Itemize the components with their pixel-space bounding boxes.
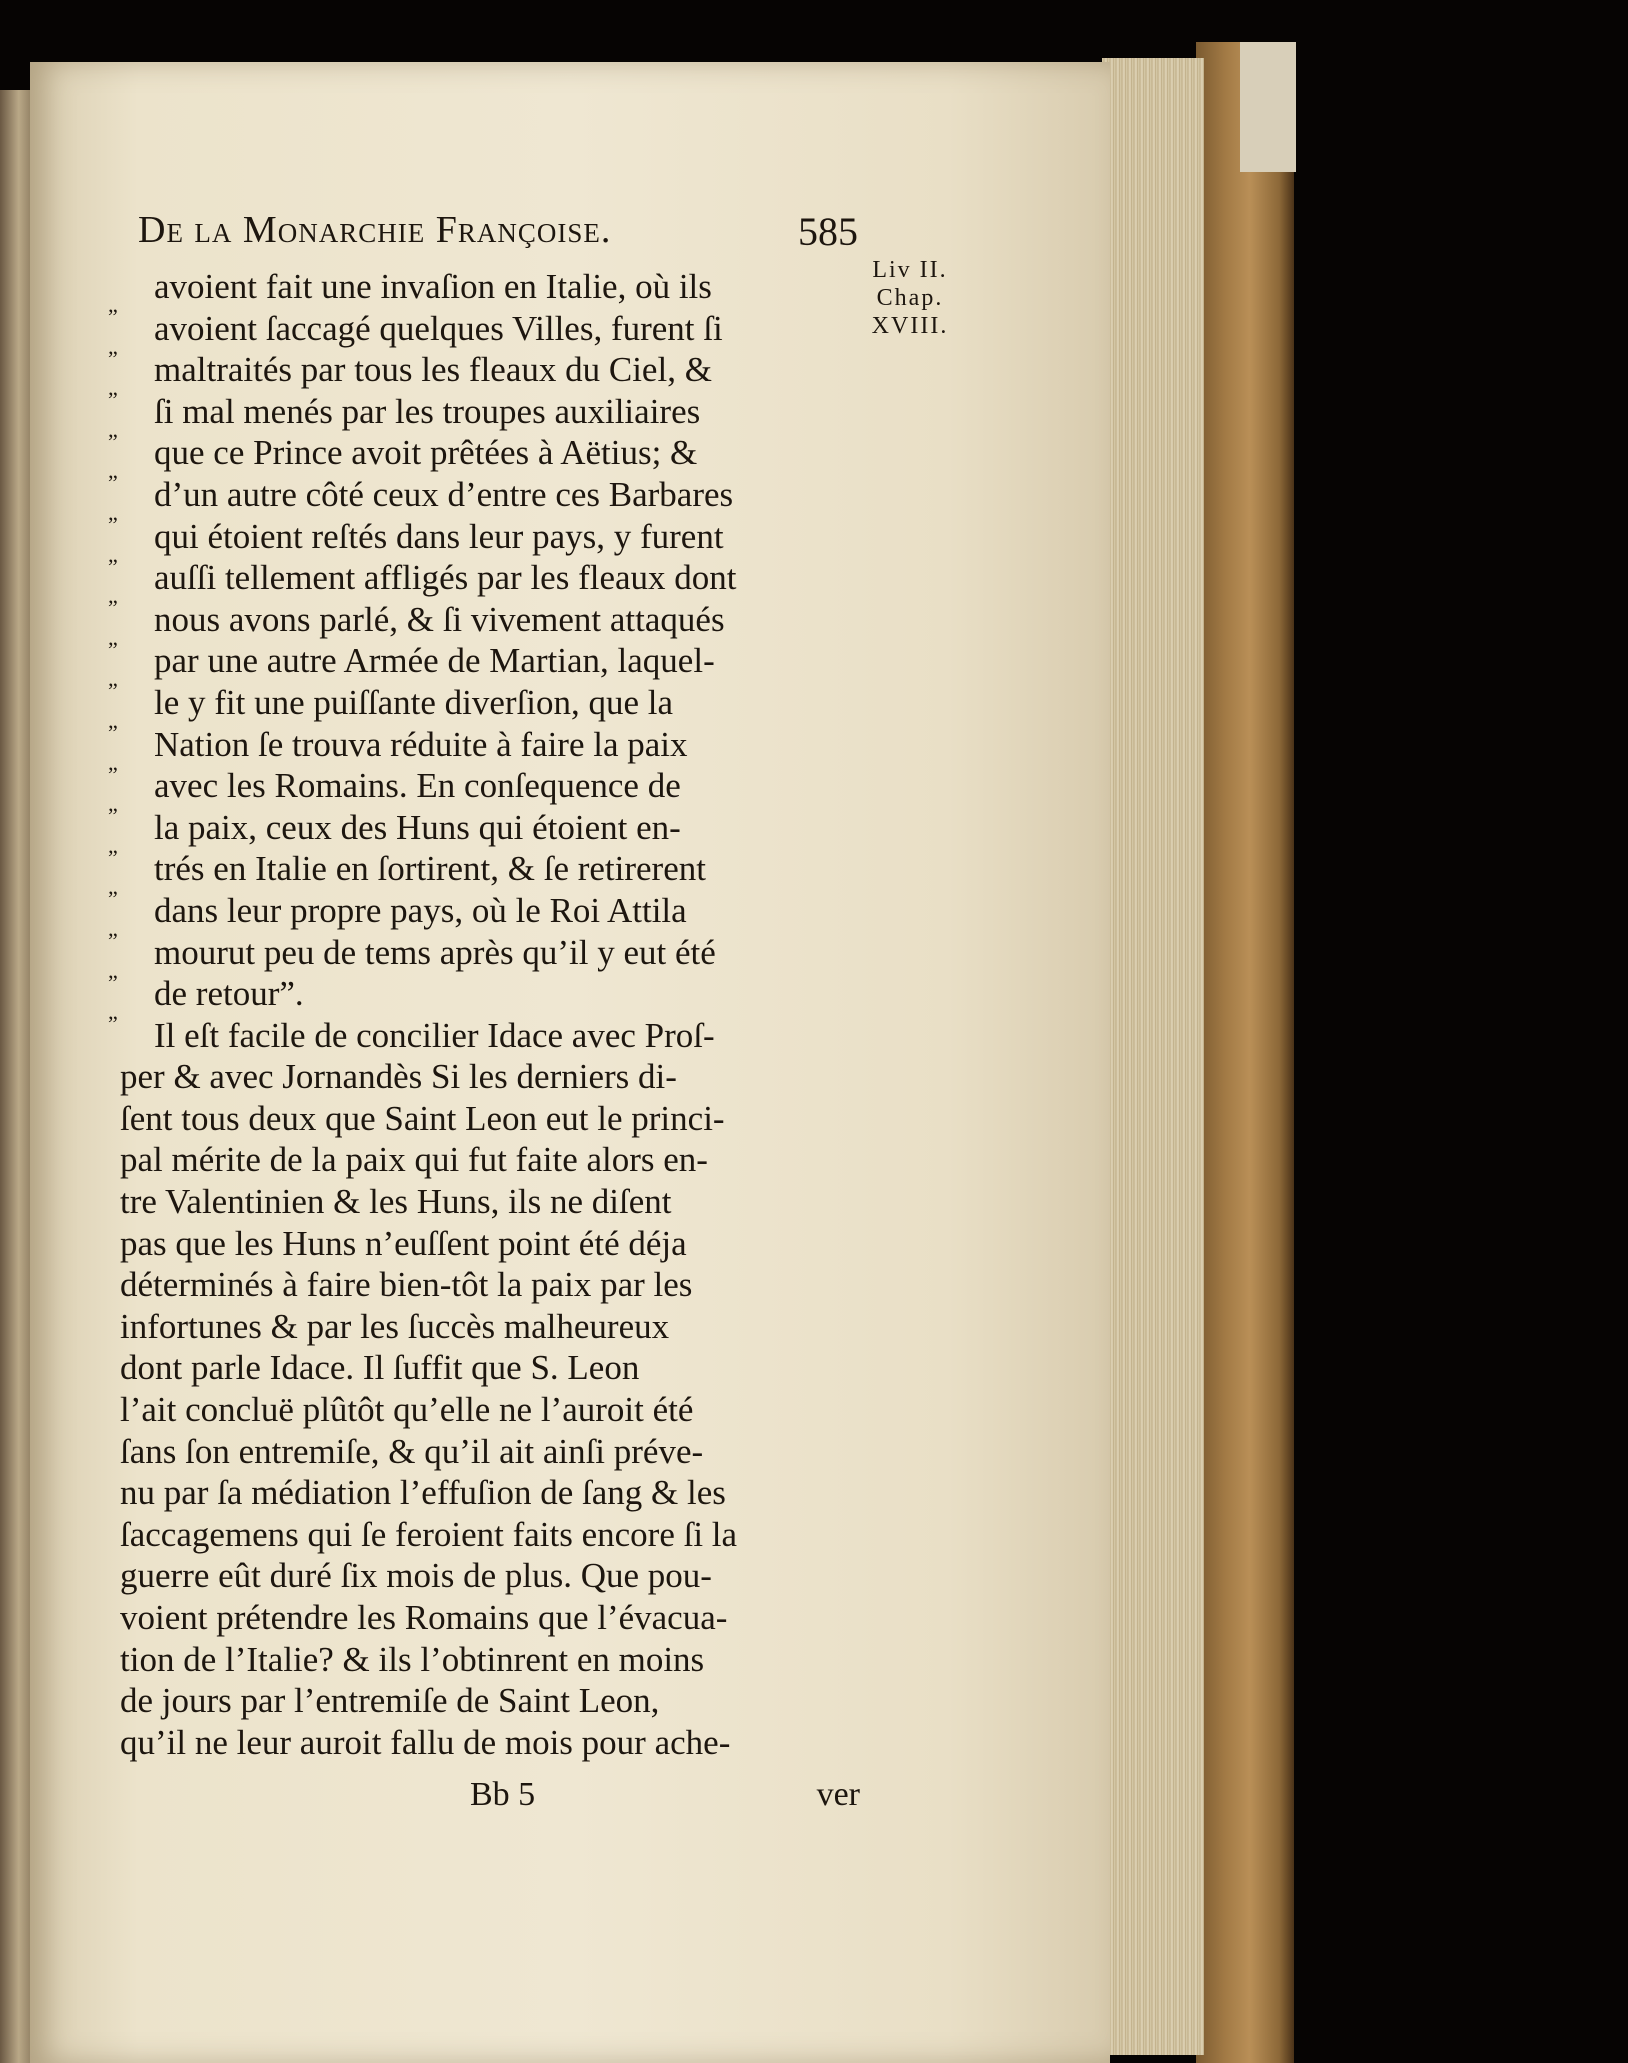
text-line: avec les Romains. En conſequence de xyxy=(154,766,681,806)
quote-mark: „ xyxy=(108,292,118,317)
catchword: ver xyxy=(816,1776,860,1813)
text-line: avoient ſaccagé quelques Villes, furent ſi xyxy=(154,308,723,348)
text-line: Nation ſe trouva réduite à faire la paix xyxy=(154,724,688,764)
text-line: nous avons parlé, & ſi vivement attaqués xyxy=(154,599,725,639)
quote-mark: „ xyxy=(108,749,118,775)
quote-mark: „ xyxy=(108,666,118,692)
running-title: De la Monarchie Françoise. xyxy=(138,209,612,251)
text-line: dont parle Idace. Il ſuffit que S. Leon xyxy=(120,1348,640,1388)
text-line: per & avec Jornandès Si les derniers di- xyxy=(120,1057,677,1097)
quote-mark: „ xyxy=(108,333,118,359)
text-line: nu par ſa médiation l’effuſion de ſang & les xyxy=(120,1473,726,1513)
text-line: avoient fait une invaſion en Italie, où ils xyxy=(154,267,712,306)
text-line: maltraités par tous les fleaux du Ciel, & xyxy=(154,350,712,390)
quote-mark: „ xyxy=(108,624,118,650)
quote-mark: „ xyxy=(108,791,118,817)
cover-paper-label xyxy=(1240,42,1296,172)
text-line: qui étoient reſtés dans leur pays, y furent xyxy=(154,516,724,556)
text-line: qu’il ne leur auroit fallu de mois pour ache- xyxy=(120,1722,731,1762)
quote-mark: „ xyxy=(108,915,118,941)
text-line: de jours par l’entremiſe de Saint Leon, xyxy=(120,1681,660,1721)
running-head xyxy=(138,208,858,258)
page-edges xyxy=(1102,58,1204,2055)
margin-note xyxy=(850,256,970,340)
quote-mark: „ xyxy=(108,375,118,401)
text-line: trés en Italie en ſortirent, & ſe retirerent xyxy=(154,849,706,889)
text-line: par une autre Armée de Martian, laquel- xyxy=(154,641,715,681)
text-line: tre Valentinien & les Huns, ils ne diſent xyxy=(120,1182,672,1222)
text-line: dans leur propre pays, où le Roi Attila xyxy=(154,890,687,930)
quote-mark: „ xyxy=(108,416,118,442)
text-line: Il eſt facile de concilier Idace avec Proſ- xyxy=(154,1015,715,1055)
quote-mark: „ xyxy=(108,832,118,858)
quote-mark: „ xyxy=(108,458,118,484)
margin-book: Liv II. xyxy=(872,257,948,283)
text-line: ſent tous deux que Saint Leon eut le princi- xyxy=(120,1098,725,1138)
text-line: ſans ſon entremiſe, & qu’il ait ainſi préve- xyxy=(120,1431,704,1471)
quote-mark: „ xyxy=(108,707,118,733)
text-line: tion de l’Italie? & ils l’obtinrent en moins xyxy=(120,1639,705,1679)
book-cover xyxy=(1196,42,1294,2063)
text-line: mourut peu de tems après qu’il y eut été xyxy=(154,932,716,972)
text-line: d’un autre côté ceux d’entre ces Barbares xyxy=(154,474,734,514)
text-line: déterminés à faire bien-tôt la paix par les xyxy=(120,1265,693,1305)
text-line: que ce Prince avoit prêtées à Aëtius; & xyxy=(154,433,698,473)
text-line: pal mérite de la paix qui fut faite alors en- xyxy=(120,1140,708,1180)
quote-mark: „ xyxy=(108,499,118,525)
text-line: auſſi tellement affligés par les fleaux dont xyxy=(154,558,737,598)
quote-mark: „ xyxy=(108,957,118,983)
text-line: pas que les Huns n’euſſent point été déja xyxy=(120,1223,687,1263)
page-number: 585 xyxy=(798,209,858,254)
text-line: infortunes & par les ſuccès malheureux xyxy=(120,1306,670,1346)
text-line: ſi mal menés par les troupes auxiliaires xyxy=(154,391,701,431)
page-footer xyxy=(120,1776,860,1822)
left-page-edge xyxy=(0,90,34,2063)
margin-chapter: Chap. xyxy=(876,285,944,311)
text-line: l’ait concluë plûtôt qu’elle ne l’auroit été xyxy=(120,1390,694,1430)
quote-mark: „ xyxy=(108,583,118,609)
text-line: la paix, ceux des Huns qui étoient en- xyxy=(154,807,681,847)
quote-mark: „ xyxy=(108,999,118,1025)
text-line: ſaccagemens qui ſe feroient faits encore ſi la xyxy=(120,1514,738,1554)
text-line: guerre eût duré ſix mois de plus. Que pou- xyxy=(120,1556,712,1596)
quote-mark: „ xyxy=(108,541,118,567)
text-line: voient prétendre les Romains que l’évacua- xyxy=(120,1598,728,1637)
margin-chapter-number: XVIII. xyxy=(871,313,949,339)
text-line: de retour”. xyxy=(154,974,304,1014)
text-line: le y fit une puiſſante diverſion, que la xyxy=(154,682,674,722)
signature-mark: Bb 5 xyxy=(470,1776,536,1813)
quote-mark: „ xyxy=(108,874,118,900)
body-text xyxy=(120,266,860,1763)
